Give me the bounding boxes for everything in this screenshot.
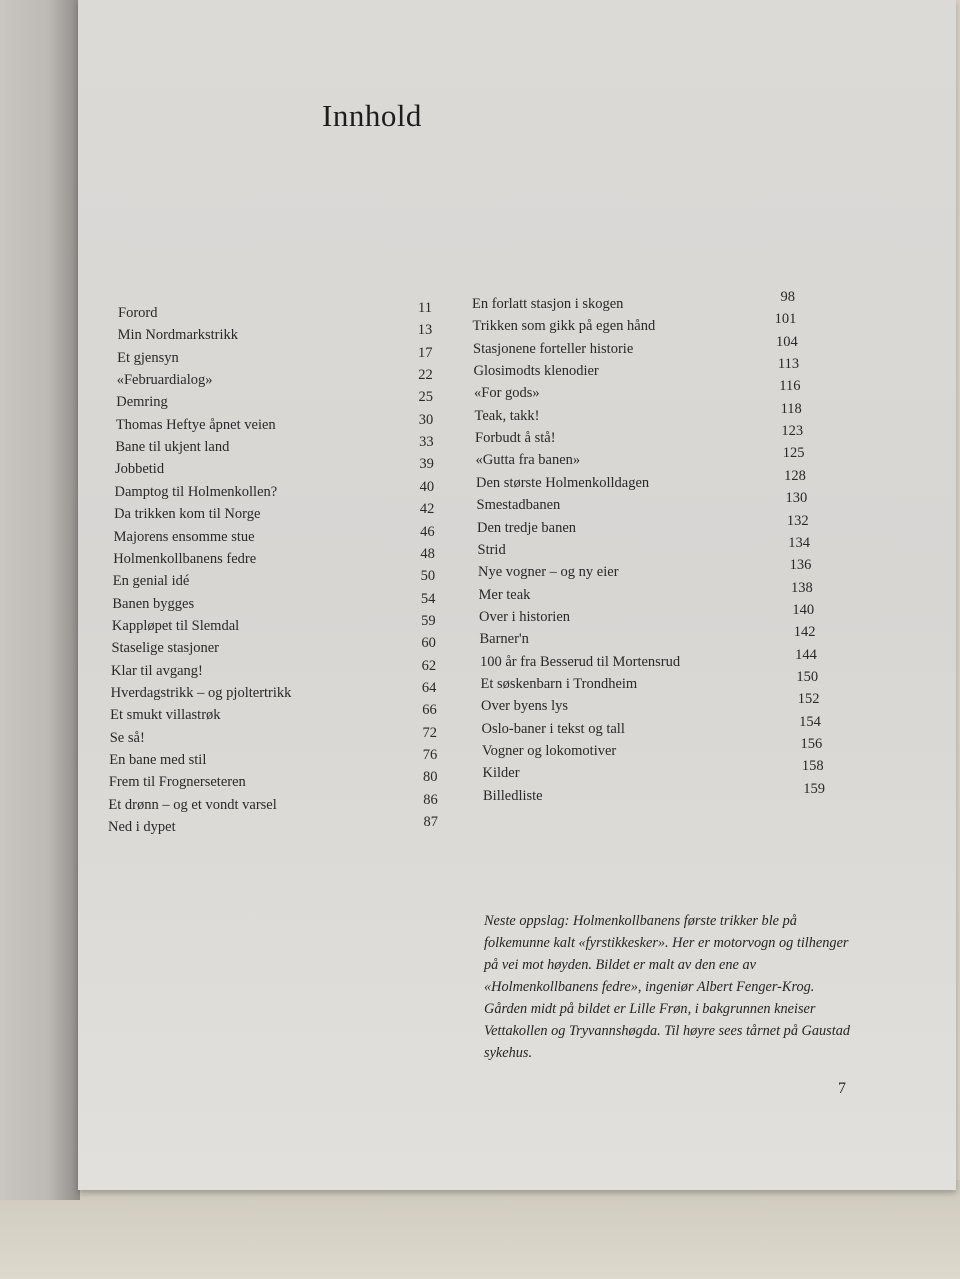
- toc-entry-title: Et gjensyn: [117, 349, 179, 366]
- toc-entry-title: En genial idé: [112, 573, 190, 590]
- toc-entry-title: Da trikken kom til Norge: [114, 506, 261, 523]
- toc-entry-page: 60: [421, 635, 436, 652]
- toc-entry-title: «Februardialog»: [116, 372, 213, 389]
- toc-entry-page: 132: [786, 512, 809, 529]
- toc-entry-title: Min Nordmarkstrikk: [117, 327, 238, 344]
- toc-entry-title: Vogner og lokomotiver: [482, 743, 617, 759]
- toc-entry-page: 130: [785, 490, 808, 507]
- toc-entry-title: Damptog til Holmenkollen?: [114, 483, 278, 500]
- toc-entry-page: 59: [421, 612, 436, 629]
- toc-entry-title: Holmenkollbanens fedre: [113, 550, 257, 567]
- toc-entry-page: 62: [421, 657, 437, 674]
- toc-entry-title: Et søskenbarn i Trondheim: [480, 675, 638, 692]
- toc-entry-page: 54: [420, 590, 436, 607]
- toc-entry-title: Smestadbanen: [476, 497, 561, 514]
- toc-entry-page: 25: [418, 389, 434, 406]
- toc-entry-page: 72: [422, 724, 437, 741]
- toc-entry-page: 154: [799, 713, 821, 730]
- toc-entry-page: 150: [796, 668, 819, 685]
- toc-entry-title: Hverdagstrikk – og pjoltertrikk: [110, 684, 292, 701]
- toc-entry-page: 98: [780, 289, 795, 305]
- toc-entry-page: 66: [422, 702, 437, 719]
- toc-entry-page: 152: [797, 691, 820, 708]
- toc-entry-title: Barner'n: [479, 631, 529, 648]
- toc-entry-title: Strid: [477, 541, 506, 558]
- toc-entry-page: 159: [803, 780, 825, 797]
- toc-entry-page: 22: [418, 367, 433, 384]
- toc-entry-title: Den tredje banen: [477, 519, 577, 536]
- toc-entry-page: 42: [419, 501, 435, 518]
- toc-entry-title: Ned i dypet: [108, 819, 176, 836]
- toc-entry-page: 17: [418, 344, 433, 361]
- toc-entry-page: 136: [789, 557, 812, 574]
- toc-entry-title: Bane til ukjent land: [115, 439, 230, 456]
- toc-entry-title: En forlatt stasjon i skogen: [472, 296, 624, 312]
- toc-entry-title: Glosimodts klenodier: [473, 363, 599, 380]
- toc-entry-title: «For gods»: [474, 385, 540, 402]
- toc-entry-title: Nye vogner – og ny eier: [478, 564, 619, 581]
- toc-entry-page: 123: [781, 423, 804, 440]
- toc-entry-title: «Gutta fra banen»: [475, 452, 581, 469]
- toc-entry-title: Forbudt å stå!: [475, 430, 556, 447]
- toc-entry-title: Staselige stasjoner: [111, 640, 219, 657]
- toc-entry-page: 11: [418, 300, 432, 316]
- toc-entry-title: Billedliste: [483, 787, 543, 804]
- toc-entry-page: 80: [422, 769, 438, 786]
- toc-entry-title: En bane med stil: [109, 752, 207, 768]
- toc-entry-title: Den største Holmenkolldagen: [476, 474, 650, 491]
- toc-entry-title: Over byens lys: [481, 698, 568, 715]
- page-number: 7: [838, 1080, 846, 1097]
- toc-entry-title: Stasjonene forteller historie: [473, 340, 634, 357]
- toc-entry-page: 156: [800, 736, 823, 752]
- toc-entry-page: 142: [793, 624, 816, 641]
- toc-entry-page: 46: [420, 523, 435, 540]
- toc-entry-page: 144: [795, 646, 817, 663]
- toc-entry-page: 87: [423, 814, 438, 831]
- toc-entry-title: Jobbetid: [114, 461, 165, 478]
- toc-entry-page: 33: [419, 434, 434, 451]
- toc-entry-page: 158: [801, 758, 824, 775]
- table-surface: [0, 1180, 960, 1279]
- toc-entry-page: 140: [792, 601, 815, 618]
- toc-entry-page: 86: [423, 791, 438, 808]
- toc-entry-title: Et smukt villastrøk: [110, 707, 221, 724]
- toc-entry-title: Thomas Heftye åpnet veien: [115, 416, 276, 433]
- toc-entry-page: 64: [421, 679, 437, 696]
- toc-entry-page: 101: [774, 311, 797, 328]
- toc-entry-page: 50: [420, 568, 436, 585]
- toc-entry-title: Mer teak: [478, 586, 531, 603]
- toc-entry-page: 39: [419, 456, 434, 473]
- toc-entry-page: 113: [777, 356, 800, 373]
- toc-entry-title: Se så!: [109, 729, 145, 746]
- toc-entry-title: Over i historien: [479, 608, 571, 625]
- page-title: Innhold: [322, 98, 422, 133]
- toc-entry-page: 30: [418, 411, 434, 428]
- toc-entry-title: Trikken som gikk på egen hånd: [472, 318, 656, 335]
- toc-entry-title: Oslo-baner i tekst og tall: [481, 720, 625, 737]
- toc-entry-page: 104: [775, 333, 798, 350]
- toc-entry-title: Klar til avgang!: [111, 662, 203, 679]
- caption: Neste oppslag: Holmenkollbanens første trikker ble på folkemunne kalt «fyrstikkesker». Her er motorvogn og tilhenger på vei mot høyden. Bildet er malt av den ene av «Holmenkollbanens fedre», ingeniør Albert Fenger-Krog. Gården midt på bildet er Lille Frøn, i bakgrunnen kneiser Vettakollen og Tryvannshøgda. Til høyre sees tårnet på Gaustad sykehus.: [484, 913, 851, 1061]
- toc-entry-title: Banen bygges: [112, 595, 195, 612]
- toc-entry-title: Forord: [118, 305, 158, 321]
- toc-entry-page: 125: [782, 445, 805, 462]
- toc-entry-page: 116: [779, 378, 801, 395]
- toc-entry-page: 138: [790, 579, 813, 596]
- toc-entry-title: Teak, takk!: [474, 407, 540, 424]
- toc-entry-page: 48: [420, 545, 435, 562]
- toc-entry-title: Kappløpet til Slemdal: [111, 617, 240, 634]
- toc-entry-title: 100 år fra Besserud til Mortensrud: [480, 653, 681, 670]
- toc-entry-title: Demring: [116, 394, 168, 411]
- toc-entry-page: 134: [788, 534, 810, 551]
- toc-entry-page: 128: [784, 467, 806, 484]
- toc-entry-page: 40: [419, 478, 435, 495]
- toc-entry-page: 13: [417, 322, 433, 339]
- toc-entry-page: 118: [780, 400, 802, 417]
- toc-entry-title: Majorens ensomme stue: [113, 528, 255, 545]
- toc-entry-page: 76: [422, 747, 438, 763]
- facing-page-edge: [0, 0, 80, 1200]
- toc-entry-title: Frem til Frognerseteren: [108, 774, 246, 791]
- toc-entry-title: Et drønn – og et vondt varsel: [108, 796, 277, 813]
- toc-entry-title: Kilder: [482, 765, 520, 782]
